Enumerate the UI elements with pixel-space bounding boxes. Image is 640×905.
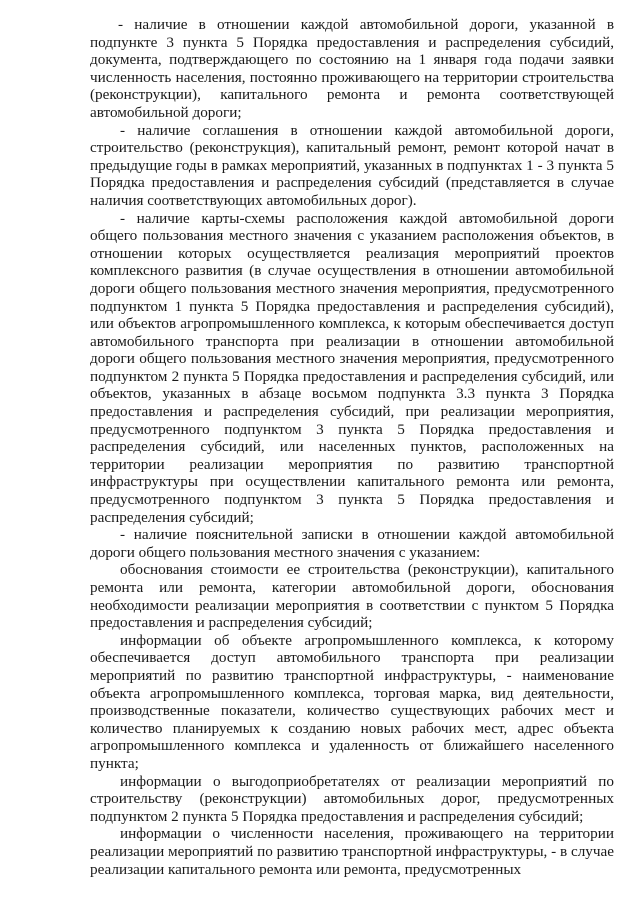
paragraph-agreement: - наличие соглашения в отношении каждой автомобильной дороги, строительство (реконструкция), капитальный ремонт, ремонт которой начат в предыдущие годы в рамках мероприятий, указанных в подпунктах 1 - 3 пункта 5 Порядка предоставления и распределения субсидий (представляется в случае наличия соответствующих автомобильных дорог).: [90, 121, 614, 209]
paragraph-explanatory-note: - наличие пояснительной записки в отношении каждой автомобильной дороги общего пользования местного значения с указанием:: [90, 526, 614, 561]
paragraph-population-document: - наличие в отношении каждой автомобильной дороги, указанной в подпункте 3 пункта 5 Порядка предоставления и распределения субсидий, документа, подтверждающего по состоянию на 1 января года подачи заявки численность населения, постоянно проживающего на территории строительства (реконструкции), капитального ремонта и ремонта соответствующей автомобильной дороги;: [90, 16, 614, 121]
paragraph-map-scheme: - наличие карты-схемы расположения каждой автомобильной дороги общего пользования местного значения с указанием расположения объектов, в отношении которых осуществляется реализация мероприятий проектов комплексного развития (в случае осуществления в отношении автомобильной дороги общего пользования местного значения мероприятия, предусмотренного подпунктом 1 пункта 5 Порядка предоставления и распределения субсидий), или объектов агропромышленного комплекса, к которым обеспечивается доступ автомобильного транспорта при реализации в отношении автомобильной дороги общего пользования местного значения мероприятия, предусмотренного подпунктом 2 пункта 5 Порядка предоставления и распределения субсидий, или объектов, указанных в абзаце восьмом подпункта 3.3 пункта 3 Порядка предоставления и распределения субсидий, при реализации мероприятия, предусмотренного подпунктом 3 пункта 5 Порядка предоставления и распределения субсидий, или населенных пунктов, расположенных на территории реализации мероприятия по развитию транспортной инфраструктуры при осуществлении капитального ремонта или ремонта, предусмотренного подпунктом 3 пункта 5 Порядка предоставления и распределения субсидий;: [90, 209, 614, 526]
document-body: [90, 16, 614, 878]
paragraph-population-info: информации о численности населения, проживающего на территории реализации мероприятий по развитию транспортной инфраструктуры, - в случае реализации капитального ремонта или ремонта, предусмотренных: [90, 825, 615, 878]
paragraph-cost-justification: обоснования стоимости ее строительства (реконструкции), капитального ремонта или ремонта, категории автомобильной дороги, обоснования необходимости реализации мероприятия в соответствии с пунктом 5 Порядка предоставления и распределения субсидий;: [90, 561, 614, 632]
paragraph-agro-object-info: информации об объекте агропромышленного комплекса, к которому обеспечивается доступ автомобильного транспорта при реализации мероприятий по развитию транспортной инфраструктуры, - наименование объекта агропромышленного комплекса, торговая марка, вид деятельности, производственные показатели, количество существующих рабочих мест и количество планируемых к созданию новых рабочих мест, адрес объекта агропромышленного комплекса и удаленность от ближайшего населенного пункта;: [90, 631, 614, 772]
paragraph-beneficiaries-info: информации о выгодоприобретателях от реализации мероприятий по строительству (реконструкции) автомобильных дорог, предусмотренных подпунктом 2 пункта 5 Порядка предоставления и распределения субсидий;: [90, 772, 614, 825]
